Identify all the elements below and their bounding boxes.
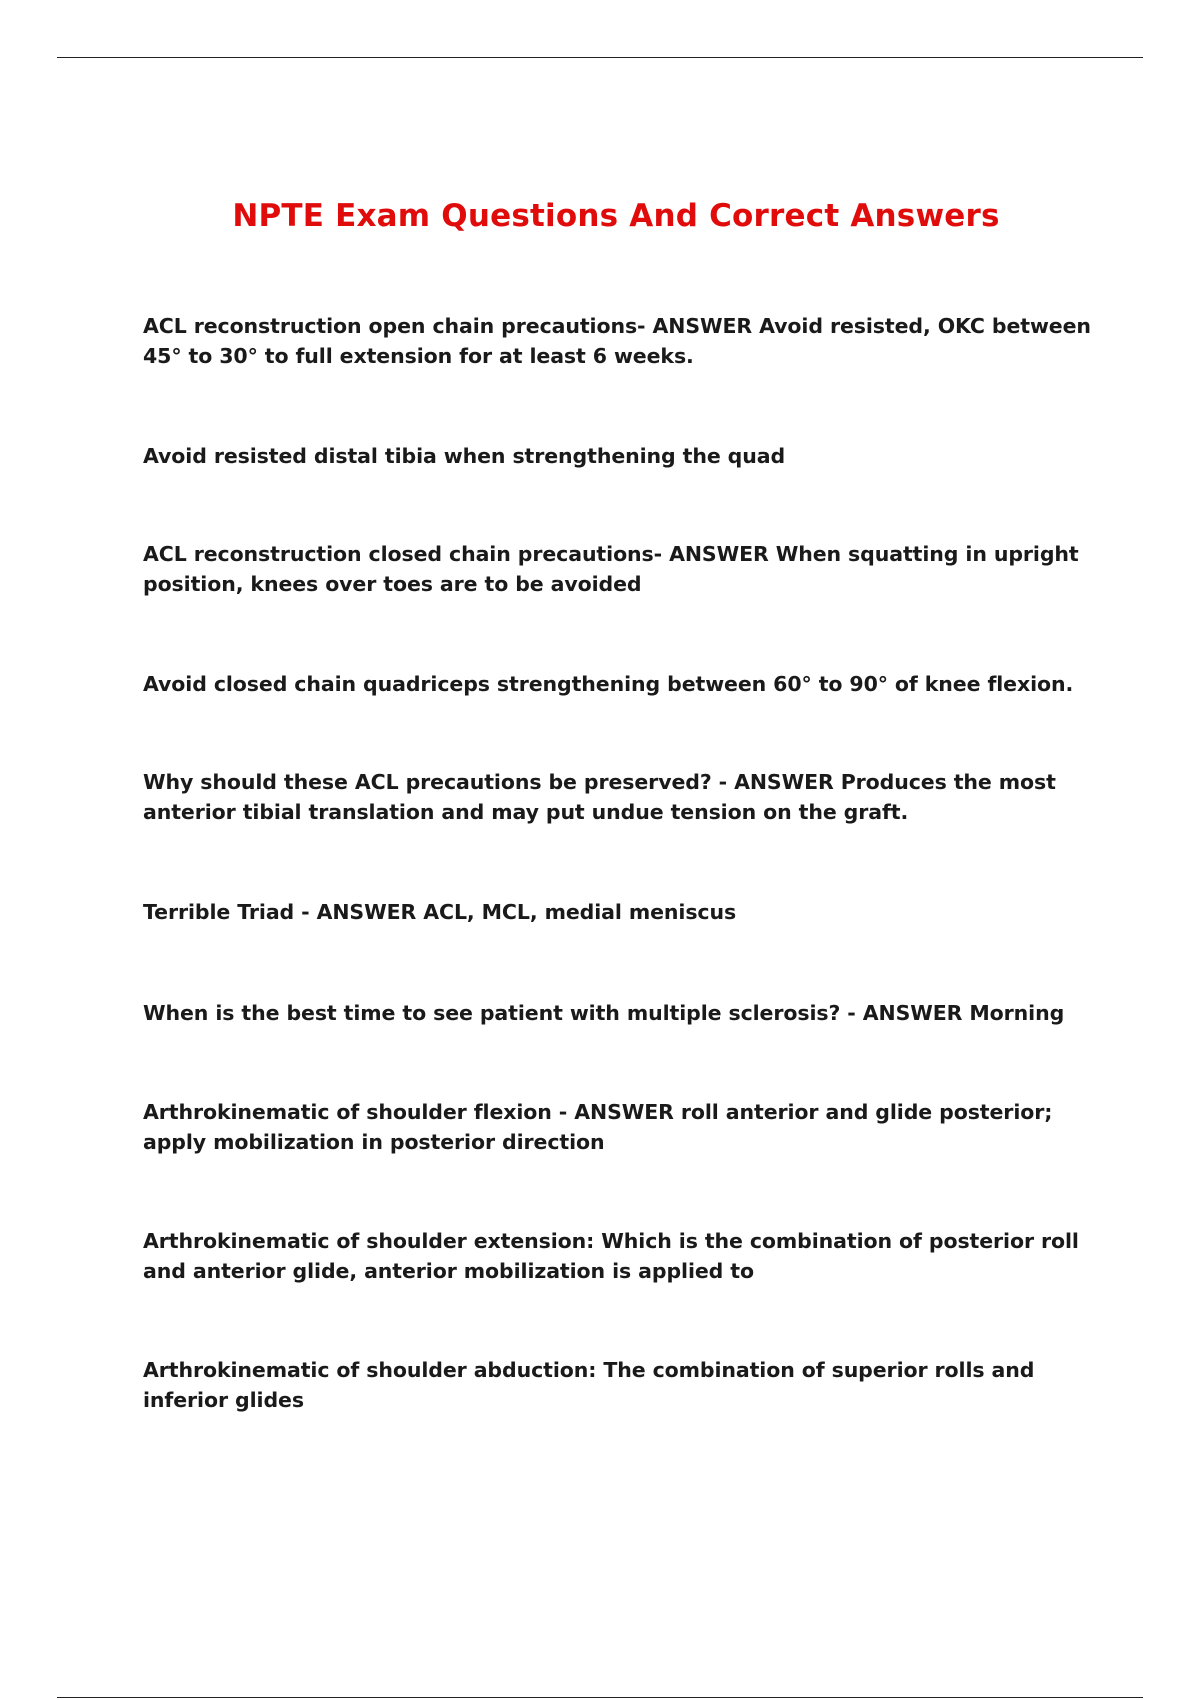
qa-entry-terrible-triad: Terrible Triad - ANSWER ACL, MCL, medial meniscus xyxy=(143,900,737,924)
qa-entry-shoulder-extension: Arthrokinematic of shoulder extension: Which is the combination of posterior roll and anterior glide, anterior mobilization is applied to xyxy=(143,1229,1079,1283)
qa-entry-acl-open-chain: ACL reconstruction open chain precautions- ANSWER Avoid resisted, OKC between 45° to 30° to full extension for at least 6 weeks. xyxy=(143,314,1091,368)
qa-entry-shoulder-abduction: Arthrokinematic of shoulder abduction: The combination of superior rolls and inferior glides xyxy=(143,1358,1035,1412)
qa-entry-acl-closed-chain: ACL reconstruction closed chain precautions- ANSWER When squatting in upright position, knees over toes are to be avoided xyxy=(143,542,1079,596)
qa-entry-multiple-sclerosis: When is the best time to see patient with multiple sclerosis? - ANSWER Morning xyxy=(143,1001,1065,1025)
qa-entry-closed-chain-quad: Avoid closed chain quadriceps strengthening between 60° to 90° of knee flexion. xyxy=(143,672,1074,696)
qa-entry-distal-tibia: Avoid resisted distal tibia when strengthening the quad xyxy=(143,444,786,468)
document-title: NPTE Exam Questions And Correct Answers xyxy=(232,198,1000,234)
qa-entry-acl-precautions-why: Why should these ACL precautions be preserved? - ANSWER Produces the most anterior tibial translation and may put undue tension on the graft. xyxy=(143,770,1056,824)
bottom-rule xyxy=(57,1697,1143,1698)
qa-entry-shoulder-flexion: Arthrokinematic of shoulder flexion - ANSWER roll anterior and glide posterior; apply mobilization in posterior direction xyxy=(143,1100,1053,1154)
top-rule xyxy=(57,57,1143,58)
